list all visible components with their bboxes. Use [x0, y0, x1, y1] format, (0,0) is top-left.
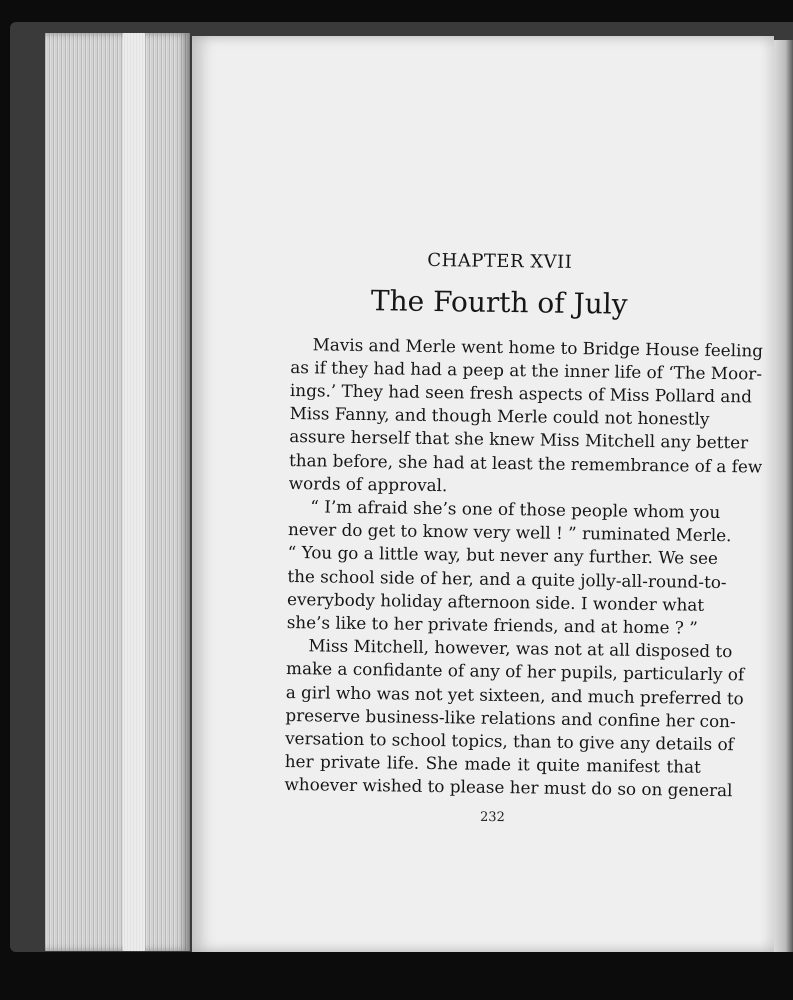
text-line: the school side of her, and a quite jolly-all-round-to- [287, 565, 727, 592]
body-text [284, 333, 764, 803]
chapter-label: CHAPTER XVII [427, 249, 573, 273]
page-number: 232 [479, 809, 505, 826]
text-line: preserve business-like relations and confine her con- [285, 704, 736, 732]
text-line: assure herself that she knew Miss Mitchell any better [289, 426, 749, 453]
text-line: whoever wished to please her must do so on general [284, 774, 733, 801]
text-line: versation to school topics, than to give any details of [285, 728, 734, 755]
text-line: ings.’ They had seen fresh aspects of Miss Pollard and [289, 379, 753, 407]
text-line: Mavis and Merle went home to Bridge House feeling [312, 333, 764, 361]
chapter-title: The Fourth of July [370, 284, 628, 321]
page-text-block [284, 248, 764, 802]
text-line: a girl who was not yet sixteen, and much preferred to [285, 681, 744, 708]
text-line: “ You go a little way, but never any further. We see [287, 542, 719, 569]
text-line: everybody holiday afternoon side. I wonder what [286, 588, 705, 615]
text-line: “ I’m afraid she’s one of those people whom you [310, 496, 721, 523]
text-line: Miss Mitchell, however, was not at all disposed to [308, 635, 733, 662]
book-page [192, 36, 774, 952]
facing-page-edge [774, 40, 793, 952]
text-line: make a confidante of any of her pupils, particularly of [285, 658, 745, 685]
text-line: she’s like to her private friends, and at home ? ” [286, 611, 698, 638]
text-line: Miss Fanny, and though Merle could not honestly [289, 403, 710, 430]
text-line: never do get to know very well ! ” ruminated Merle. [287, 519, 732, 546]
page-stack-highlight [123, 33, 145, 951]
text-line: her private life. She made it quite manifest that [284, 751, 701, 778]
text-line: words of approval. [288, 472, 448, 496]
page-stack-edges [45, 33, 190, 951]
text-line: than before, she had at least the remembrance of a few [288, 449, 763, 477]
text-line: as if they had had a peep at the inner life of ‘The Moor- [290, 356, 763, 384]
